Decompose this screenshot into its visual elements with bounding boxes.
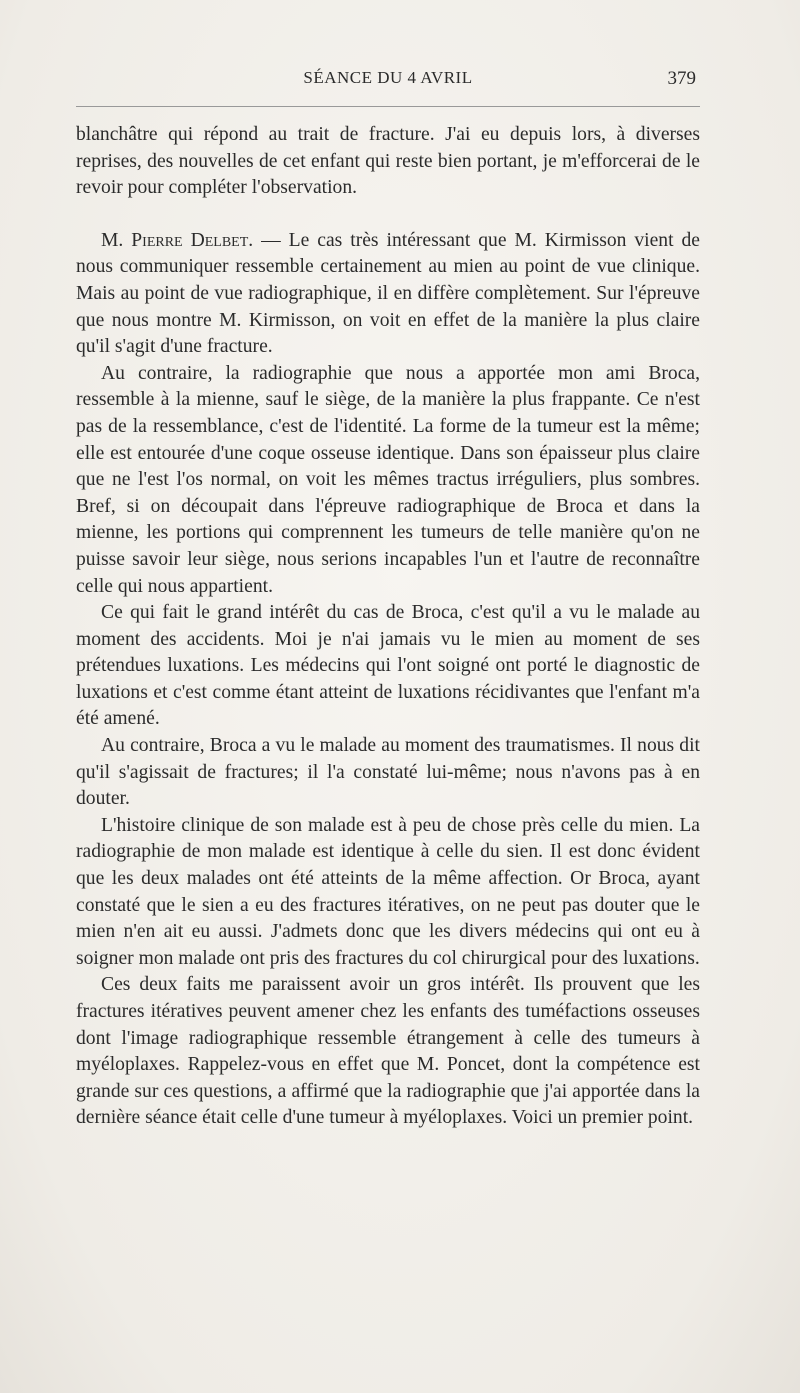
page-header — [76, 68, 700, 98]
paragraph: Ce qui fait le grand intérêt du cas de Broca, c'est qu'il a vu le malade au moment des accidents. Moi je n'ai jamais vu le mien au moment de ses prétendues luxations. Les médecins qui l'ont soigné ont porté le diagnostic de luxations et c'est comme étant atteint de luxations récidivantes que l'enfant m'a été amené. — [76, 602, 700, 730]
header-rule — [76, 106, 700, 107]
speaker-text: — Le cas très intéressant que M. Kirmisson vient de nous communiquer ressemble certainement au mien au point de vue clinique. Mais au point de vue radiographique, il en diffère complètement. Sur l'épreuve que nous montre M. Kirmisson, on voit en effet de la manière la plus claire qu'il s'agit d'une fracture. — [76, 229, 700, 358]
paragraph: Ces deux faits me paraissent avoir un gros intérêt. Ils prouvent que les fractures itératives peuvent amener chez les enfants des tuméfactions osseuses dont l'image radiographique ressemble étrangement à celle des tumeurs à myéloplaxes. Rappelez-vous en effet que M. Poncet, dont la compétence est grande sur ces questions, a affirmé que la radiographie que j'ai apportée dans la dernière séance était celle d'une tumeur à myéloplaxes. Voici un premier point. — [76, 974, 700, 1129]
paragraph: Au contraire, la radiographie que nous a apportée mon ami Broca, ressemble à la mienne, sauf le siège, de la manière la plus frappante. Ce n'est pas de la ressemblance, c'est de l'identité. La forme de la tumeur est la même; elle est entourée d'une coque osseuse identique. Dans son épaisseur plus claire que ne l'est l'os normal, on voit les mêmes tractus irréguliers, plus sombres. Bref, si on découpait dans l'épreuve radiographique de Broca et dans la mienne, les portions qui comprennent les tumeurs de telle manière qu'on ne puisse savoir leur siège, nous serions incapables l'un et l'autre de reconnaître celle qui nous appartient. — [76, 362, 700, 597]
paragraph: L'histoire clinique de son malade est à peu de chose près celle du mien. La radiographie de mon malade est identique à celle du sien. Il est donc évident que les deux malades ont été atteints de la même affection. Or Broca, ayant constaté que le sien a eu des fractures itératives, on ne peut pas douter que le mien n'en ait eu aussi. J'admets donc que les divers médecins qui ont eu à soigner mon malade ont pris des fractures du col chirurgical pour des luxations. — [76, 814, 700, 969]
body-text — [76, 122, 700, 1132]
paragraph: Au contraire, Broca a vu le malade au moment des traumatismes. Il nous dit qu'il s'agissait de fractures; il l'a constaté lui-même; nous n'avons pas à en douter. — [76, 735, 700, 810]
paragraph: blanchâtre qui répond au trait de fracture. J'ai eu depuis lors, à diverses reprises, des nouvelles de cet enfant qui reste bien portant, je m'efforcerai de le revoir pour compléter l'observation. — [76, 124, 700, 199]
running-head: SÉANCE DU 4 AVRIL — [303, 68, 473, 87]
speaker-name: M. Pierre Delbet. — [101, 229, 254, 251]
paragraph-speaker — [76, 228, 700, 361]
page-number: 379 — [667, 68, 696, 89]
